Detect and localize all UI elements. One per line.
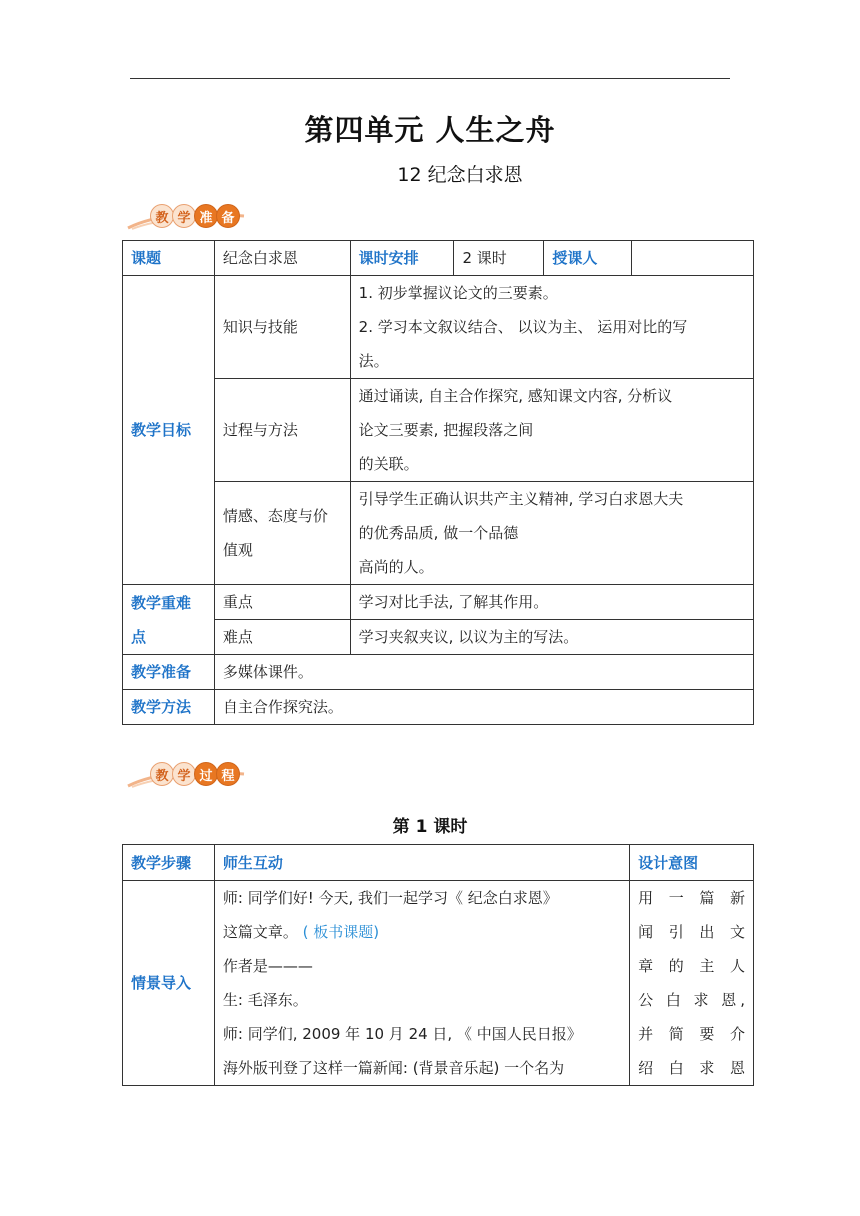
teaching-process-table [122, 844, 754, 1086]
banner-char: 学 [172, 204, 196, 228]
difficult-point-value: 学习夹叙夹议, 以议为主的写法。 [350, 620, 753, 655]
goal-attitude-label-line: 情感、态度与价 [222, 507, 328, 525]
key-points-label-line: 教学重难 [131, 593, 192, 612]
board-note: ( 板书课题) [302, 923, 380, 941]
interaction-line: 师: 同学们, 2009 年 10 月 24 日, 《 中国人民日报》 [222, 1025, 582, 1043]
step-intro-interaction [214, 881, 629, 1086]
intent-line: 绍 白 求 恩 [638, 1059, 745, 1077]
intent-line: 公 白 求 恩, [638, 991, 745, 1009]
goal-line: 引导学生正确认识共产主义精神, 学习白求恩大夫 [358, 490, 684, 508]
goal-attitude-label [214, 482, 350, 585]
goal-process-label: 过程与方法 [214, 379, 350, 482]
key-point-value: 学习对比手法, 了解其作用。 [350, 585, 753, 620]
banner-char: 学 [172, 762, 196, 786]
key-points-label [123, 585, 215, 655]
goals-label: 教学目标 [123, 276, 215, 585]
goal-process-text [350, 379, 753, 482]
interaction-text: 这篇文章。 [222, 923, 298, 941]
teaching-prep-value: 多媒体课件。 [214, 655, 753, 690]
banner-char: 过 [194, 762, 218, 786]
topic-value: 纪念白求恩 [214, 241, 350, 276]
lesson-prep-table [122, 240, 754, 725]
interaction-line: 师: 同学们好! 今天, 我们一起学习《 纪念白求恩》 [222, 889, 558, 907]
unit-title: 第四单元 人生之舟 [304, 113, 556, 147]
teaching-prep-banner [126, 200, 256, 234]
key-point-label: 重点 [214, 585, 350, 620]
col-interaction-header: 师生互动 [214, 845, 629, 881]
step-intro-intent [630, 881, 754, 1086]
goal-knowledge-text [350, 276, 753, 379]
goal-attitude-text [350, 482, 753, 585]
step-intro-label: 情景导入 [123, 881, 215, 1086]
schedule-label: 课时安排 [350, 241, 454, 276]
lesson-title: 12 纪念白求恩 [397, 164, 523, 186]
header-rule [130, 78, 730, 79]
intent-line: 章 的 主 人 [638, 957, 745, 975]
interaction-line: 作者是——— [222, 957, 313, 975]
goal-line: 的优秀品质, 做一个品德 [358, 524, 519, 542]
goal-knowledge-label: 知识与技能 [214, 276, 350, 379]
banner-char: 教 [150, 204, 174, 228]
intent-line: 用 一 篇 新 [638, 889, 745, 907]
col-intent-header: 设计意图 [630, 845, 754, 881]
goal-line: 2. 学习本文叙议结合、 以议为主、 运用对比的写 [358, 318, 688, 336]
teaching-prep-label: 教学准备 [123, 655, 215, 690]
banner-char: 教 [150, 762, 174, 786]
teaching-method-value: 自主合作探究法。 [214, 690, 753, 725]
key-points-label-line: 点 [131, 627, 147, 646]
teacher-value [632, 241, 754, 276]
teaching-process-banner [126, 758, 256, 792]
difficult-point-label: 难点 [214, 620, 350, 655]
banner-char: 程 [216, 762, 240, 786]
goal-line: 1. 初步掌握议论文的三要素。 [358, 284, 558, 302]
col-step-header: 教学步骤 [123, 845, 215, 881]
goal-line: 通过诵读, 自主合作探究, 感知课文内容, 分析议 [358, 387, 673, 405]
intent-line: 并 简 要 介 [638, 1025, 745, 1043]
teacher-label: 授课人 [544, 241, 632, 276]
interaction-line: 生: 毛泽东。 [222, 991, 308, 1009]
teaching-method-label: 教学方法 [123, 690, 215, 725]
banner-char: 准 [194, 204, 218, 228]
goal-line: 的关联。 [358, 455, 419, 473]
topic-label: 课题 [123, 241, 215, 276]
goal-line: 法。 [358, 352, 389, 370]
goal-line: 论文三要素, 把握段落之间 [358, 421, 534, 439]
intent-line: 闻 引 出 文 [638, 923, 745, 941]
banner-char: 备 [216, 204, 240, 228]
session-title: 第 1 课时 [392, 817, 468, 837]
goal-line: 高尚的人。 [358, 558, 434, 576]
goal-attitude-label-line: 值观 [222, 541, 253, 559]
interaction-line [223, 915, 621, 949]
interaction-line: 海外版刊登了这样一篇新闻: (背景音乐起) 一个名为 [222, 1059, 565, 1077]
schedule-value: 2 课时 [454, 241, 544, 276]
